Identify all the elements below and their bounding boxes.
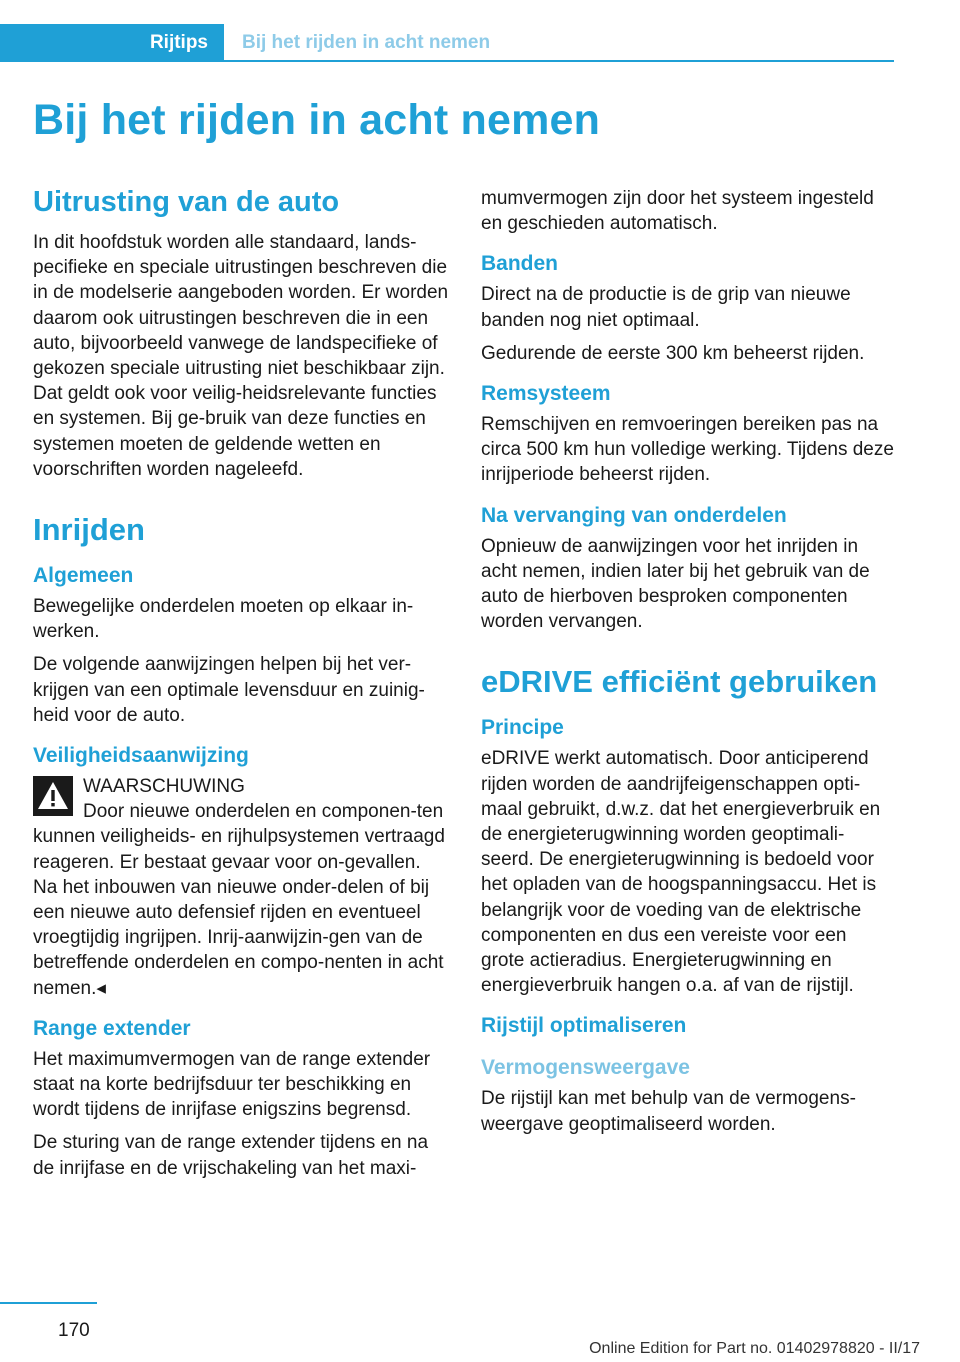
subsection-title-vermogensweergave: Vermogensweergave: [481, 1056, 690, 1080]
paragraph: Gedurende de eerste 300 km beheerst rijden.: [481, 342, 865, 364]
warning-text: Door nieuwe onderdelen en componen-ten kunnen veiligheids- en rijhulpsystemen vertraagd reageren. Er bestaat gevaar voor on-gevallen. Na het inbouwen van nieuwe onder-delen of bij een nieuwe auto defensief rijden en eventueel vroegtijdig ingrijpen. Inrij-aanwijzin-gen van de betreffende onderdelen en compo-nenten in acht nemen.◂: [33, 801, 445, 999]
warning-triangle-icon: [33, 776, 73, 816]
subsection-title-principe: Principe: [481, 716, 564, 740]
subsection-title-rijstijl: Rijstijl optimaliseren: [481, 1014, 687, 1038]
subsection-title-remsysteem: Remsysteem: [481, 382, 611, 406]
paragraph: In dit hoofdstuk worden alle standaard, lands-pecifieke en speciale uitrustingen beschreven die in de modelserie aangeboden worden. Er worden daarom ook uitrustingen beschreven die in een auto, bijvoorbeeld vanwege de landspecifieke of gekozen speciale uitrusting niet beschikbaar zijn. Dat geldt ook voor veilig-heidsrelevante functies en systemen. Bij ge-bruik van deze functies en systemen moeten de geldende wetten en voorschriften worden nageleefd.: [33, 232, 449, 480]
footer-rule: [0, 1302, 97, 1304]
subsection-title-veiligheid: Veiligheidsaanwijzing: [33, 744, 249, 768]
page-title: Bij het rijden in acht nemen: [33, 96, 601, 144]
chapter-tab[interactable]: Rijtips: [0, 24, 224, 62]
right-column: [481, 186, 895, 1145]
section-title-inrijden: Inrijden: [33, 512, 145, 548]
edition-label: Online Edition for Part no. 01402978820 - II/17: [589, 1340, 920, 1357]
page-header: [0, 24, 894, 62]
subsection-title-banden: Banden: [481, 252, 559, 276]
breadcrumb[interactable]: Bij het rijden in acht nemen: [242, 32, 491, 53]
paragraph: eDRIVE werkt automatisch. Door anticiperend rijden worden de aandrijfeigenschappen opti-maal gebruikt, d.w.z. dat het energieverbruik en de energieterugwinning worden geoptimali-seerd. De energieterugwinning is bedoeld voor het opladen van de hoogspanningsaccu. Het is belangrijk voor de voeding van de elektrische componenten en dus een vereiste voor een grote actieradius. Energieterugwinning en energieverbruik hangen o.a. af van de rijstijl.: [481, 748, 881, 997]
paragraph: De sturing van de range extender tijdens en na de inrijfase en de vrijschakeling van het maxi-: [33, 1132, 429, 1179]
header-rule: [224, 60, 894, 62]
paragraph: Opnieuw de aanwijzingen voor het inrijden in acht nemen, indien later bij het gebruik van de auto de hierboven besproken componenten worden vervangen.: [481, 535, 870, 633]
paragraph: De rijstijl kan met behulp van de vermogens-weergave geoptimaliseerd worden.: [481, 1088, 856, 1135]
paragraph: Direct na de productie is de grip van nieuwe banden nog niet optimaal.: [481, 284, 851, 331]
section-title-uitrusting: Uitrusting van de auto: [33, 186, 340, 218]
subsection-title-range-extender: Range extender: [33, 1016, 191, 1040]
paragraph: Bewegelijke onderdelen moeten op elkaar in-werken.: [33, 596, 414, 643]
warning-label: WAARSCHUWING: [83, 776, 245, 798]
paragraph: De volgende aanwijzingen helpen bij het ver-krijgen van een optimale levensduur en zuinig-heid voor de auto.: [33, 654, 425, 726]
subsection-title-algemeen: Algemeen: [33, 564, 134, 588]
section-title-edrive: eDRIVE efficiënt gebruiken: [481, 664, 878, 700]
paragraph: Remschijven en remvoeringen bereiken pas na circa 500 km hun volledige werking. Tijdens deze inrijperiode beheerst rijden.: [481, 414, 894, 486]
paragraph: Het maximumvermogen van de range extender staat na korte bedrijfsduur ter beschikking en wordt tijdens de inrijfase enigszins begrensd.: [33, 1048, 431, 1121]
left-column: [33, 184, 449, 1189]
paragraph: mumvermogen zijn door het systeem ingesteld en geschieden automatisch.: [481, 188, 874, 235]
warning-block: [33, 774, 449, 1001]
page-number: 170: [58, 1320, 90, 1341]
subsection-title-na-vervanging: Na vervanging van onderdelen: [481, 503, 787, 527]
